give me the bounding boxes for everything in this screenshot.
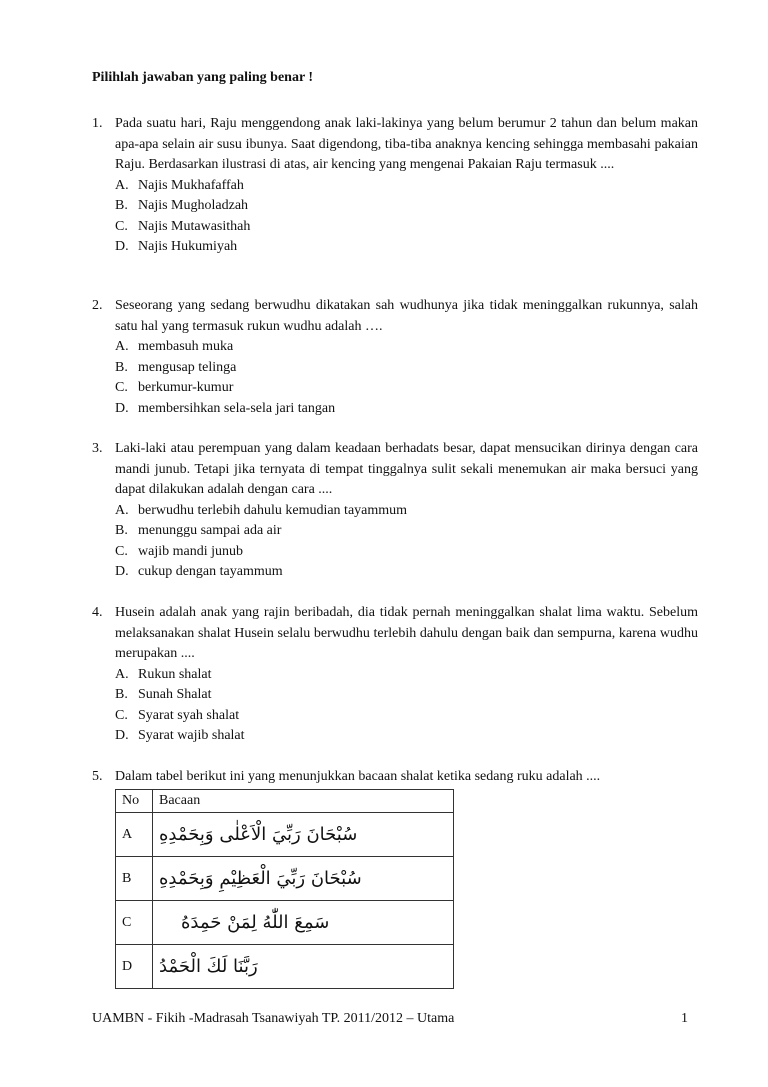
- option-letter: D.: [115, 400, 129, 416]
- bacaan-cell: [153, 945, 454, 989]
- table-row: [116, 945, 454, 989]
- bacaan-cell: [153, 813, 454, 857]
- question-text: Pada suatu hari, Raju menggendong anak laki-lakinya yang belum berumur 2 tahun dan belum makan apa-apa selain air susu ibunya. Saat digendong, tiba-tiba anaknya kencing sehingga membasahi pakaian Raju. Berdasarkan ilustrasi di atas, air kencing yang mengenai Pakaian Raju termasuk ....: [115, 116, 698, 172]
- option-letter: C.: [115, 543, 128, 559]
- option-text: Sunah Shalat: [138, 687, 212, 702]
- table-row: [116, 813, 454, 857]
- option-text: berkumur-kumur: [138, 380, 234, 395]
- option-b: [115, 196, 698, 217]
- option-letter: D.: [115, 728, 129, 743]
- option-text: Syarat syah shalat: [138, 707, 240, 723]
- table-row: [116, 857, 454, 901]
- question-5: [92, 767, 698, 788]
- option-text: berwudhu terlebih dahulu kemudian tayammum: [138, 502, 408, 518]
- page-number: 1: [681, 1011, 688, 1026]
- option-text: membersihkan sela-sela jari tangan: [138, 400, 336, 416]
- row-label: C: [116, 901, 153, 945]
- option-text: wajib mandi junub: [138, 543, 243, 559]
- option-a: [115, 501, 698, 522]
- option-c: [115, 542, 698, 563]
- option-text: Rukun shalat: [138, 666, 212, 682]
- option-a: [115, 665, 698, 686]
- option-b: [115, 685, 698, 706]
- instruction-heading: Pilihlah jawaban yang paling benar !: [92, 70, 314, 85]
- row-label: B: [116, 857, 153, 901]
- option-letter: D.: [115, 239, 129, 254]
- option-letter: D.: [115, 564, 129, 579]
- footer-title: UAMBN - Fikih -Madrasah Tsanawiyah TP. 2011/2012 – Utama: [92, 1011, 455, 1026]
- table-header-row: [116, 790, 454, 813]
- option-c: [115, 217, 698, 238]
- option-b: [115, 521, 698, 542]
- question-text: Husein adalah anak yang rajin beribadah, dia tidak pernah meninggalkan shalat lima waktu. Sebelum melaksanakan shalat Husein selalu berwudhu terlebih dahulu dengan baik dan sempurna, karena wudhu merupakan ....: [115, 605, 698, 661]
- option-letter: C.: [115, 218, 128, 234]
- column-header-bacaan: Bacaan: [153, 790, 454, 813]
- option-letter: A.: [115, 177, 129, 193]
- option-d: [115, 237, 698, 258]
- table-row: [116, 901, 454, 945]
- question-number: 1.: [92, 116, 103, 131]
- option-letter: B.: [115, 359, 128, 375]
- option-text: menunggu sampai ada air: [138, 523, 282, 538]
- option-text: membasuh muka: [138, 339, 234, 354]
- arabic-text: رَبَّنَا لَكَ الْحَمْدُ: [159, 956, 258, 977]
- option-d: [115, 562, 698, 583]
- option-text: Najis Hukumiyah: [138, 239, 238, 254]
- row-label: A: [116, 813, 153, 857]
- question-3: [92, 439, 698, 583]
- option-text: Najis Mugholadzah: [138, 198, 249, 213]
- option-a: [115, 176, 698, 197]
- question-number: 3.: [92, 441, 103, 456]
- bacaan-cell: [153, 901, 454, 945]
- arabic-text: سَمِعَ اللّٰهُ لِمَنْ حَمِدَهُ: [181, 912, 330, 933]
- option-text: Najis Mutawasithah: [138, 218, 251, 234]
- row-label: D: [116, 945, 153, 989]
- arabic-text: سُبْحَانَ رَبِّيَ الْعَظِيْمِ وَبِحَمْدِهِ: [159, 868, 362, 889]
- arabic-text: سُبْحَانَ رَبِّيَ الْاَعْلٰى وَبِحَمْدِهِ: [159, 824, 358, 845]
- option-c: [115, 706, 698, 727]
- option-d: [115, 399, 698, 420]
- question-2: [92, 296, 698, 419]
- option-letter: A.: [115, 502, 129, 518]
- bacaan-table: [115, 789, 454, 989]
- option-letter: A.: [115, 666, 129, 682]
- option-d: [115, 726, 698, 747]
- bacaan-cell: [153, 857, 454, 901]
- option-text: Syarat wajib shalat: [138, 728, 245, 743]
- option-a: [115, 337, 698, 358]
- option-letter: C.: [115, 380, 128, 395]
- option-letter: A.: [115, 339, 129, 354]
- option-letter: B.: [115, 198, 128, 213]
- question-text: Laki-laki atau perempuan yang dalam keadaan berhadats besar, dapat mensucikan dirinya dengan cara mandi junub. Tetapi jika ternyata di tempat tinggalnya sulit sekali menemukan air maka bersuci yang dapat dilakukan adalah dengan cara ....: [115, 441, 698, 497]
- option-c: [115, 378, 698, 399]
- option-letter: B.: [115, 523, 128, 538]
- question-4: [92, 603, 698, 747]
- question-number: 5.: [92, 769, 103, 784]
- question-number: 2.: [92, 298, 103, 313]
- question-text: Dalam tabel berikut ini yang menunjukkan bacaan shalat ketika sedang ruku adalah ....: [115, 769, 601, 784]
- question-number: 4.: [92, 605, 103, 620]
- option-text: Najis Mukhafaffah: [138, 177, 244, 193]
- question-text: Seseorang yang sedang berwudhu dikatakan sah wudhunya jika tidak meninggalkan rukunnya, salah satu hal yang termasuk rukun wudhu adalah ….: [115, 298, 698, 334]
- column-header-no: No: [116, 790, 153, 813]
- option-text: cukup dengan tayammum: [138, 564, 283, 579]
- option-b: [115, 358, 698, 379]
- question-1: [92, 114, 698, 258]
- option-text: mengusap telinga: [138, 359, 237, 375]
- option-letter: B.: [115, 687, 128, 702]
- option-letter: C.: [115, 707, 128, 723]
